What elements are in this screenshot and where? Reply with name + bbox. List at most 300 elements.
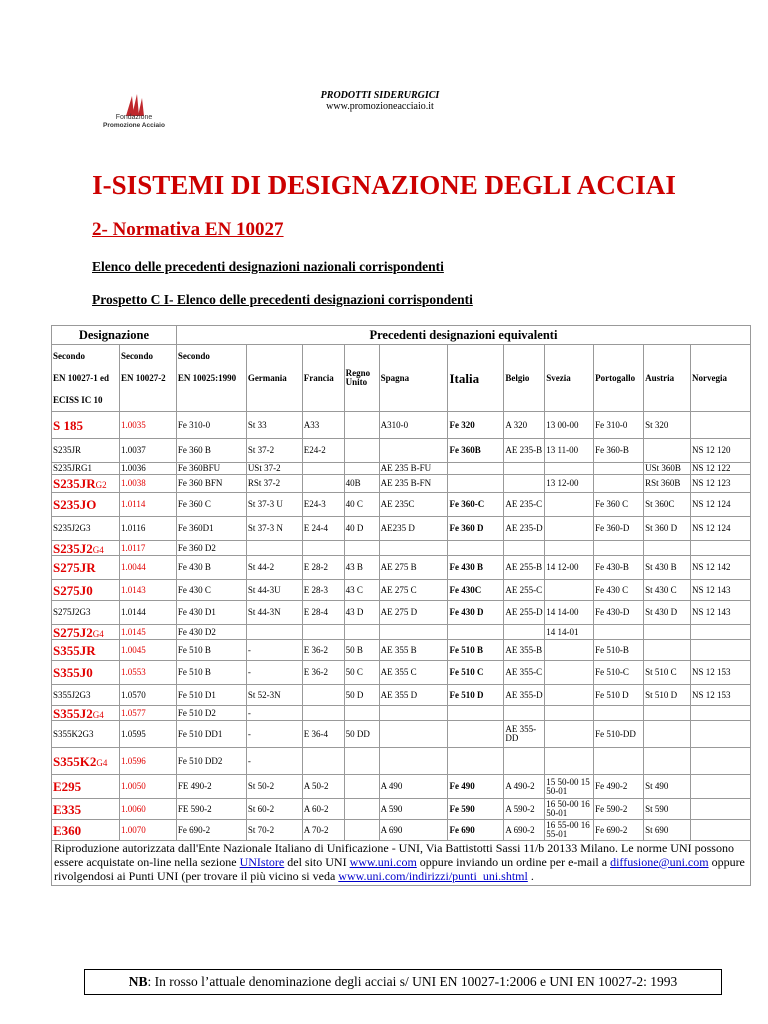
header-brand: PRODOTTI SIDERURGICI <box>320 90 440 101</box>
cell-italia: Fe 360-C <box>448 493 504 517</box>
cell-en10025: Fe 430 D1 <box>176 601 246 625</box>
cell-italia: Fe 690 <box>448 820 504 841</box>
cell-regno-unito <box>344 625 379 640</box>
designation-code: E335 <box>53 801 82 817</box>
cell-spagna: AE 275 B <box>379 556 448 580</box>
cell-en10027-2: 1.0070 <box>119 820 176 841</box>
cell-regno-unito <box>344 820 379 841</box>
cell-en10025: Fe 360 C <box>176 493 246 517</box>
cell-austria: St 360C <box>644 493 691 517</box>
table-row <box>52 625 751 640</box>
cell-svezia: 15 50-00 15 50-01 <box>545 775 594 799</box>
cell-francia <box>302 463 344 475</box>
col-header-norvegia: Norvegia <box>691 345 751 412</box>
cell-germania: St 37-3 U <box>246 493 302 517</box>
cell-norvegia: NS 12 143 <box>691 580 751 601</box>
column-header-row <box>52 345 751 412</box>
table-row <box>52 706 751 721</box>
cell-francia: E24-2 <box>302 439 344 463</box>
cell-norvegia: NS 12 124 <box>691 493 751 517</box>
cell-austria <box>644 721 691 748</box>
cell-en10027-2: 1.0117 <box>119 541 176 556</box>
cell-regno-unito <box>344 439 379 463</box>
cell-belgio: A 490-2 <box>504 775 545 799</box>
col-header-portogallo: Portogallo <box>594 345 644 412</box>
cell-en10025: Fe 510 DD2 <box>176 748 246 775</box>
nb-text: : In rosso l’attuale denominazione degli acciai s/ UNI EN 10027-1:2006 e UNI EN 10027-2: 1993 <box>147 974 678 989</box>
cell-en10027-2: 1.0060 <box>119 799 176 820</box>
cell-italia: Fe 320 <box>448 412 504 439</box>
cell-svezia <box>545 517 594 541</box>
cell-spagna: A 590 <box>379 799 448 820</box>
cell-portogallo: Fe 310-0 <box>594 412 644 439</box>
cell-italia <box>448 463 504 475</box>
cell-svezia <box>545 748 594 775</box>
cell-francia <box>302 475 344 493</box>
cell-en10027-1 <box>52 625 120 640</box>
cell-en10027-1 <box>52 775 120 799</box>
group-header-precedenti: Precedenti designazioni equivalenti <box>176 326 750 345</box>
designation-code: S235J2 <box>53 540 93 556</box>
col-header-germania: Germania <box>246 345 302 412</box>
cell-portogallo: Fe 360-D <box>594 517 644 541</box>
cell-francia <box>302 541 344 556</box>
cell-francia: A 50-2 <box>302 775 344 799</box>
cell-portogallo <box>594 625 644 640</box>
cell-en10027-1 <box>52 556 120 580</box>
logo <box>96 92 172 132</box>
cell-belgio: AE 355-C <box>504 661 545 685</box>
col-header-spagna: Spagna <box>379 345 448 412</box>
cell-belgio: AE 255-C <box>504 580 545 601</box>
cell-italia: Fe 430 B <box>448 556 504 580</box>
cell-belgio <box>504 475 545 493</box>
cell-en10027-2: 1.0044 <box>119 556 176 580</box>
unistore-link[interactable]: UNIstore <box>239 854 285 869</box>
cell-svezia <box>545 640 594 661</box>
punti-uni-link[interactable]: www.uni.com/indirizzi/punti_uni.shtml <box>338 868 528 883</box>
cell-spagna: AE 275 D <box>379 601 448 625</box>
cell-norvegia <box>691 640 751 661</box>
designation-suffix: G4 <box>92 628 104 639</box>
cell-svezia <box>545 721 594 748</box>
cell-en10027-1 <box>52 580 120 601</box>
cell-germania: - <box>246 748 302 775</box>
header-url[interactable]: www.promozioneacciaio.it <box>326 101 434 112</box>
cell-en10027-1 <box>52 412 120 439</box>
cell-germania: St 70-2 <box>246 820 302 841</box>
cell-regno-unito <box>344 748 379 775</box>
cell-en10027-1 <box>52 463 120 475</box>
cell-portogallo <box>594 706 644 721</box>
cell-spagna <box>379 541 448 556</box>
col-header-francia: Francia <box>302 345 344 412</box>
cell-en10025: Fe 510 D1 <box>176 685 246 706</box>
cell-svezia <box>545 580 594 601</box>
table-row <box>52 556 751 580</box>
cell-spagna: A 490 <box>379 775 448 799</box>
uni-website-link[interactable]: www.uni.com <box>349 854 417 869</box>
heading-prospetto: Prospetto C I- Elenco delle precedenti designazioni corrispondenti <box>92 292 473 307</box>
cell-austria: St 320 <box>644 412 691 439</box>
cell-austria: St 430 C <box>644 580 691 601</box>
designation-code: S275J2G3 <box>53 607 91 618</box>
cell-germania: - <box>246 706 302 721</box>
cell-francia: A 70-2 <box>302 820 344 841</box>
cell-en10025: Fe 360D1 <box>176 517 246 541</box>
cell-en10025: Fe 360BFU <box>176 463 246 475</box>
cell-germania: St 37-3 N <box>246 517 302 541</box>
cell-belgio <box>504 625 545 640</box>
cell-belgio: AE 355-B <box>504 640 545 661</box>
cell-regno-unito <box>344 706 379 721</box>
cell-spagna <box>379 721 448 748</box>
col-header-en10027-1: Secondo EN 10027-1 ed ECISS IC 10 <box>52 345 120 412</box>
cell-italia: Fe 510 C <box>448 661 504 685</box>
table-row <box>52 439 751 463</box>
cell-norvegia <box>691 625 751 640</box>
cell-belgio: A 590-2 <box>504 799 545 820</box>
cell-norvegia: NS 12 153 <box>691 661 751 685</box>
cell-belgio: AE 255-D <box>504 601 545 625</box>
cell-austria: St 510 D <box>644 685 691 706</box>
designation-code: S355J0 <box>53 665 93 681</box>
cell-spagna <box>379 748 448 775</box>
designation-code: S235JO <box>53 497 97 513</box>
designation-code: S235JR <box>53 445 82 456</box>
cell-francia: E 28-4 <box>302 601 344 625</box>
cell-spagna: AE235 D <box>379 517 448 541</box>
logo-text <box>96 114 172 129</box>
cell-belgio: A 690-2 <box>504 820 545 841</box>
cell-en10027-2: 1.0596 <box>119 748 176 775</box>
cell-portogallo <box>594 475 644 493</box>
table-row <box>52 601 751 625</box>
cell-austria: St 430 D <box>644 601 691 625</box>
cell-portogallo: Fe 430-D <box>594 601 644 625</box>
table-row <box>52 493 751 517</box>
cell-germania: St 52-3N <box>246 685 302 706</box>
cell-austria <box>644 541 691 556</box>
cell-svezia <box>545 493 594 517</box>
cell-francia: E 28-3 <box>302 580 344 601</box>
cell-en10027-1 <box>52 685 120 706</box>
table-row <box>52 799 751 820</box>
cell-italia <box>448 625 504 640</box>
col-header-regno-unito: Regno Unito <box>344 345 379 412</box>
designation-code: E360 <box>53 822 82 838</box>
col-header-en10025: Secondo EN 10025:1990 <box>176 345 246 412</box>
cell-en10025: Fe 510 B <box>176 640 246 661</box>
cell-germania: St 44-2 <box>246 556 302 580</box>
nb-label: NB <box>128 974 148 989</box>
designation-code: E295 <box>53 779 82 795</box>
cell-en10027-1 <box>52 820 120 841</box>
cell-norvegia <box>691 541 751 556</box>
cell-italia: Fe 360B <box>448 439 504 463</box>
cell-en10027-1 <box>52 541 120 556</box>
designation-code: S235JR <box>53 476 96 492</box>
cell-en10025: Fe 430 C <box>176 580 246 601</box>
table-row <box>52 685 751 706</box>
cell-italia: Fe 430C <box>448 580 504 601</box>
page-title: I-SISTEMI DI DESIGNAZIONE DEGLI ACCIAI <box>92 170 676 200</box>
table-row <box>52 463 751 475</box>
cell-belgio: AE 235-B <box>504 439 545 463</box>
cell-norvegia <box>691 775 751 799</box>
cell-italia <box>448 706 504 721</box>
cell-svezia <box>545 463 594 475</box>
cell-en10027-2: 1.0145 <box>119 625 176 640</box>
cell-spagna <box>379 706 448 721</box>
cell-norvegia <box>691 799 751 820</box>
cell-austria: USt 360B <box>644 463 691 475</box>
cell-en10025: Fe 690-2 <box>176 820 246 841</box>
logo-small-text: Fondazione <box>115 114 153 121</box>
cell-norvegia <box>691 748 751 775</box>
cell-portogallo <box>594 748 644 775</box>
designation-code: S275J2 <box>53 624 93 640</box>
cell-francia: E24-3 <box>302 493 344 517</box>
cell-regno-unito: 40 C <box>344 493 379 517</box>
cell-spagna: AE 235 B-FN <box>379 475 448 493</box>
cell-en10027-2: 1.0570 <box>119 685 176 706</box>
cell-en10027-2: 1.0577 <box>119 706 176 721</box>
table-row <box>52 748 751 775</box>
designation-code: S235J2G3 <box>53 523 91 534</box>
cell-francia: E 36-4 <box>302 721 344 748</box>
cell-portogallo: Fe 490-2 <box>594 775 644 799</box>
cell-en10027-1 <box>52 439 120 463</box>
cell-spagna: AE 275 C <box>379 580 448 601</box>
heading-elenco: Elenco delle precedenti designazioni nazionali corrispondenti <box>92 259 444 274</box>
cell-austria: St 510 C <box>644 661 691 685</box>
cell-germania: St 60-2 <box>246 799 302 820</box>
cell-belgio: AE 355-D <box>504 685 545 706</box>
cell-portogallo <box>594 541 644 556</box>
cell-belgio <box>504 541 545 556</box>
nb-box <box>84 969 722 995</box>
cell-belgio: AE 235-D <box>504 517 545 541</box>
cell-en10025: FE 490-2 <box>176 775 246 799</box>
cell-francia <box>302 625 344 640</box>
cell-svezia <box>545 541 594 556</box>
cell-en10027-2: 1.0036 <box>119 463 176 475</box>
cell-belgio: AE 255-B <box>504 556 545 580</box>
cell-svezia: 16 50-00 16 50-01 <box>545 799 594 820</box>
designation-code: S 185 <box>53 417 83 433</box>
cell-belgio <box>504 463 545 475</box>
cell-svezia: 16 55-00 16 55-01 <box>545 820 594 841</box>
cell-spagna: AE 355 B <box>379 640 448 661</box>
cell-francia: E 24-4 <box>302 517 344 541</box>
cell-spagna: A310-0 <box>379 412 448 439</box>
cell-spagna: AE 235C <box>379 493 448 517</box>
designation-code: S355K2G3 <box>53 728 94 739</box>
cell-en10027-2: 1.0116 <box>119 517 176 541</box>
designation-suffix: G4 <box>92 544 104 555</box>
designation-suffix: G4 <box>96 757 108 768</box>
cell-spagna: AE 355 C <box>379 661 448 685</box>
cell-austria <box>644 625 691 640</box>
logo-big-text: Promozione Acciaio <box>103 121 165 129</box>
cell-portogallo: Fe 510-C <box>594 661 644 685</box>
cell-germania: USt 37-2 <box>246 463 302 475</box>
designations-table <box>51 325 751 886</box>
designation-code: S355J2 <box>53 705 93 721</box>
cell-belgio: A 320 <box>504 412 545 439</box>
cell-svezia <box>545 661 594 685</box>
col-header-belgio: Belgio <box>504 345 545 412</box>
cell-germania: St 37-2 <box>246 439 302 463</box>
cell-italia: Fe 490 <box>448 775 504 799</box>
designation-suffix: G2 <box>95 480 107 491</box>
cell-en10027-1 <box>52 748 120 775</box>
cell-germania <box>246 625 302 640</box>
cell-en10027-2: 1.0045 <box>119 640 176 661</box>
cell-en10027-1 <box>52 601 120 625</box>
cell-belgio <box>504 748 545 775</box>
cell-spagna: A 690 <box>379 820 448 841</box>
cell-germania: St 44-3N <box>246 601 302 625</box>
cell-regno-unito: 50 C <box>344 661 379 685</box>
cell-norvegia: NS 12 142 <box>691 556 751 580</box>
cell-regno-unito: 40B <box>344 475 379 493</box>
cell-en10025: Fe 360 D2 <box>176 541 246 556</box>
cell-en10027-1 <box>52 517 120 541</box>
cell-svezia <box>545 706 594 721</box>
cell-portogallo: Fe 690-2 <box>594 820 644 841</box>
cell-regno-unito <box>344 775 379 799</box>
cell-spagna <box>379 439 448 463</box>
cell-portogallo: Fe 430 C <box>594 580 644 601</box>
cell-en10027-2: 1.0595 <box>119 721 176 748</box>
cell-en10027-1 <box>52 661 120 685</box>
cell-francia: E 36-2 <box>302 661 344 685</box>
cell-francia <box>302 706 344 721</box>
cell-norvegia: NS 12 124 <box>691 517 751 541</box>
table-row <box>52 775 751 799</box>
cell-norvegia: NS 12 120 <box>691 439 751 463</box>
cell-svezia: 14 14-00 <box>545 601 594 625</box>
cell-norvegia: NS 12 143 <box>691 601 751 625</box>
cell-italia <box>448 475 504 493</box>
cell-italia: Fe 510 B <box>448 640 504 661</box>
cell-italia: Fe 360 D <box>448 517 504 541</box>
cell-en10027-2: 1.0050 <box>119 775 176 799</box>
cell-austria <box>644 706 691 721</box>
cell-germania <box>246 541 302 556</box>
cell-svezia: 14 12-00 <box>545 556 594 580</box>
cell-norvegia: NS 12 153 <box>691 685 751 706</box>
cell-en10025: Fe 360 BFN <box>176 475 246 493</box>
cell-regno-unito: 43 B <box>344 556 379 580</box>
cell-norvegia <box>691 706 751 721</box>
col-header-italia: Italia <box>448 345 504 412</box>
col-header-svezia: Svezia <box>545 345 594 412</box>
cell-francia <box>302 748 344 775</box>
cell-en10025: Fe 510 DD1 <box>176 721 246 748</box>
cell-francia <box>302 685 344 706</box>
cell-regno-unito <box>344 412 379 439</box>
cell-regno-unito: 43 C <box>344 580 379 601</box>
cell-en10025: Fe 360 B <box>176 439 246 463</box>
col-header-austria: Austria <box>644 345 691 412</box>
cell-svezia: 13 11-00 <box>545 439 594 463</box>
cell-regno-unito: 43 D <box>344 601 379 625</box>
cell-francia: A 60-2 <box>302 799 344 820</box>
cell-regno-unito: 50 D <box>344 685 379 706</box>
cell-germania: RSt 37-2 <box>246 475 302 493</box>
cell-italia: Fe 590 <box>448 799 504 820</box>
designation-suffix: G4 <box>92 709 104 720</box>
cell-en10027-1 <box>52 799 120 820</box>
cell-francia: E 36-2 <box>302 640 344 661</box>
cell-en10027-1 <box>52 706 120 721</box>
cell-regno-unito: 40 D <box>344 517 379 541</box>
cell-en10027-2: 1.0144 <box>119 601 176 625</box>
cell-austria <box>644 748 691 775</box>
cell-regno-unito <box>344 799 379 820</box>
cell-norvegia <box>691 721 751 748</box>
cell-portogallo <box>594 463 644 475</box>
cell-en10027-2: 1.0037 <box>119 439 176 463</box>
table-row <box>52 661 751 685</box>
cell-en10025: Fe 510 D2 <box>176 706 246 721</box>
designation-code: S355J2G3 <box>53 689 91 700</box>
cell-svezia: 14 14-01 <box>545 625 594 640</box>
cell-en10025: Fe 310-0 <box>176 412 246 439</box>
cell-en10027-1 <box>52 493 120 517</box>
table-row <box>52 820 751 841</box>
group-header-designazione: Designazione <box>52 326 177 345</box>
cell-austria: St 490 <box>644 775 691 799</box>
cell-francia: E 28-2 <box>302 556 344 580</box>
cell-spagna <box>379 625 448 640</box>
table-row <box>52 580 751 601</box>
cell-en10025: Fe 430 D2 <box>176 625 246 640</box>
cell-en10025: Fe 430 B <box>176 556 246 580</box>
section-subtitle: 2- Normativa EN 10027 <box>92 219 284 240</box>
cell-austria <box>644 439 691 463</box>
cell-germania: St 33 <box>246 412 302 439</box>
cell-norvegia <box>691 412 751 439</box>
cell-en10027-2: 1.0038 <box>119 475 176 493</box>
designation-code: S355JR <box>53 642 96 658</box>
cell-en10027-2: 1.0114 <box>119 493 176 517</box>
email-link[interactable]: diffusione@uni.com <box>610 854 709 869</box>
cell-spagna: AE 355 D <box>379 685 448 706</box>
col-header-en10027-2: Secondo EN 10027-2 <box>119 345 176 412</box>
cell-austria: St 430 B <box>644 556 691 580</box>
cell-portogallo: Fe 590-2 <box>594 799 644 820</box>
cell-en10025: Fe 510 B <box>176 661 246 685</box>
table-row <box>52 541 751 556</box>
cell-en10027-1 <box>52 640 120 661</box>
table-row <box>52 412 751 439</box>
cell-portogallo: Fe 430-B <box>594 556 644 580</box>
cell-portogallo: Fe 360 C <box>594 493 644 517</box>
cell-germania: St 44-3U <box>246 580 302 601</box>
designation-code: S355K2 <box>53 753 97 769</box>
designation-code: S275J0 <box>53 582 93 598</box>
table-row <box>52 475 751 493</box>
cell-en10027-2: 1.0035 <box>119 412 176 439</box>
cell-germania: - <box>246 721 302 748</box>
cell-germania: - <box>246 640 302 661</box>
cell-regno-unito <box>344 463 379 475</box>
cell-en10027-1 <box>52 475 120 493</box>
